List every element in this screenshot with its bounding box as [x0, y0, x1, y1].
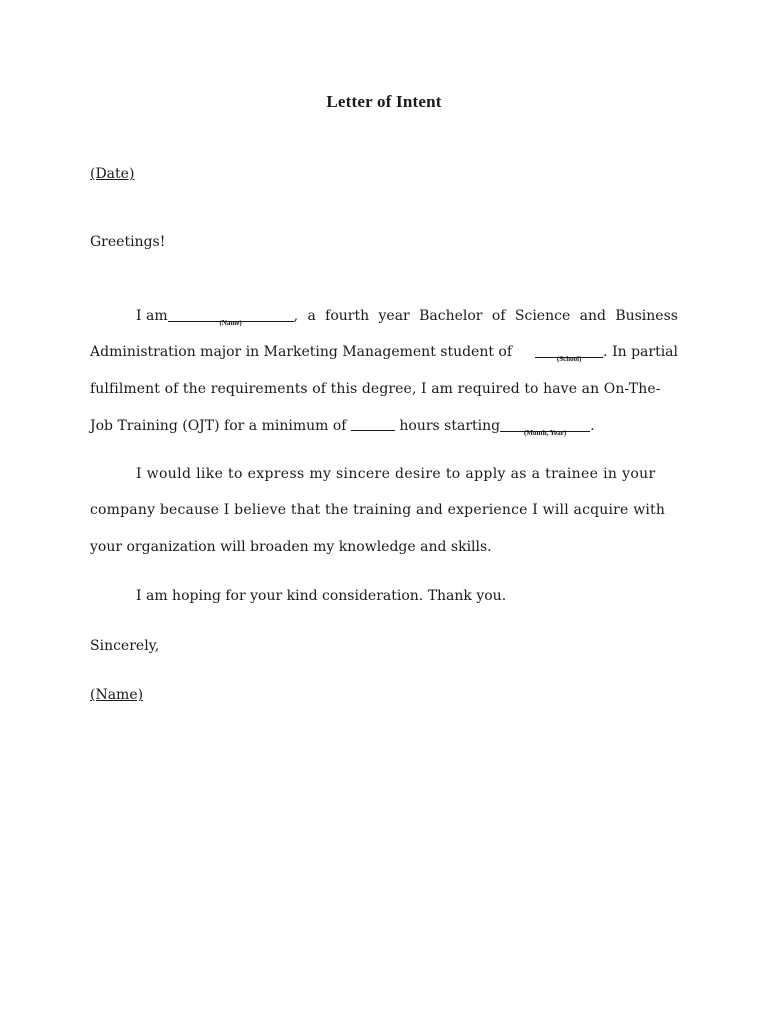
- word: Business: [615, 308, 678, 324]
- hours-blank: [351, 416, 395, 431]
- paragraph-1-line-2: [90, 342, 678, 362]
- hours-starting-text: hours starting: [399, 418, 501, 434]
- word: Bachelor: [419, 308, 483, 324]
- closing: Sincerely,: [90, 638, 160, 654]
- date-placeholder: (Date): [90, 166, 135, 182]
- paragraph-1-line-4: [90, 415, 678, 436]
- intro-phrase: [90, 306, 298, 326]
- name-blank: [168, 307, 294, 327]
- school-hint: (School): [556, 355, 582, 363]
- word: of: [491, 308, 506, 324]
- name-hint: (Name): [219, 319, 242, 327]
- paragraph-2-line-1: I would like to express my sincere desire to apply as a trainee in your: [136, 466, 656, 482]
- ojt-text: Job Training (OJT) for a minimum of: [90, 418, 347, 434]
- word: a: [307, 308, 316, 324]
- month-year-hint: (Month, Year): [524, 429, 567, 437]
- letter-title: Letter of Intent: [326, 92, 442, 111]
- word: and: [579, 308, 606, 324]
- paragraph-1-line-1: [90, 306, 678, 326]
- paragraph-2-line-3: your organization will broaden my knowledge and skills.: [90, 539, 492, 555]
- school-segment: [535, 342, 678, 362]
- comma: ,: [293, 308, 299, 324]
- paragraph-1-line-3: fulfilment of the requirements of this degree, I am required to have an On-The-: [90, 381, 661, 397]
- period: .: [590, 418, 595, 434]
- month-year-blank: [500, 417, 590, 437]
- program-text: Administration major in Marketing Management student of: [90, 344, 513, 360]
- signature-placeholder: (Name): [90, 687, 144, 703]
- word: Science: [514, 308, 571, 324]
- greeting: Greetings!: [90, 234, 166, 250]
- i-am-text: I am: [136, 308, 168, 324]
- word: year: [378, 308, 410, 324]
- partial-text: . In partial: [603, 344, 678, 360]
- school-blank: [535, 343, 603, 363]
- paragraph-3: I am hoping for your kind consideration. Thank you.: [136, 588, 507, 604]
- word: fourth: [325, 308, 370, 324]
- paragraph-2-line-2: company because I believe that the training and experience I will acquire with: [90, 502, 666, 518]
